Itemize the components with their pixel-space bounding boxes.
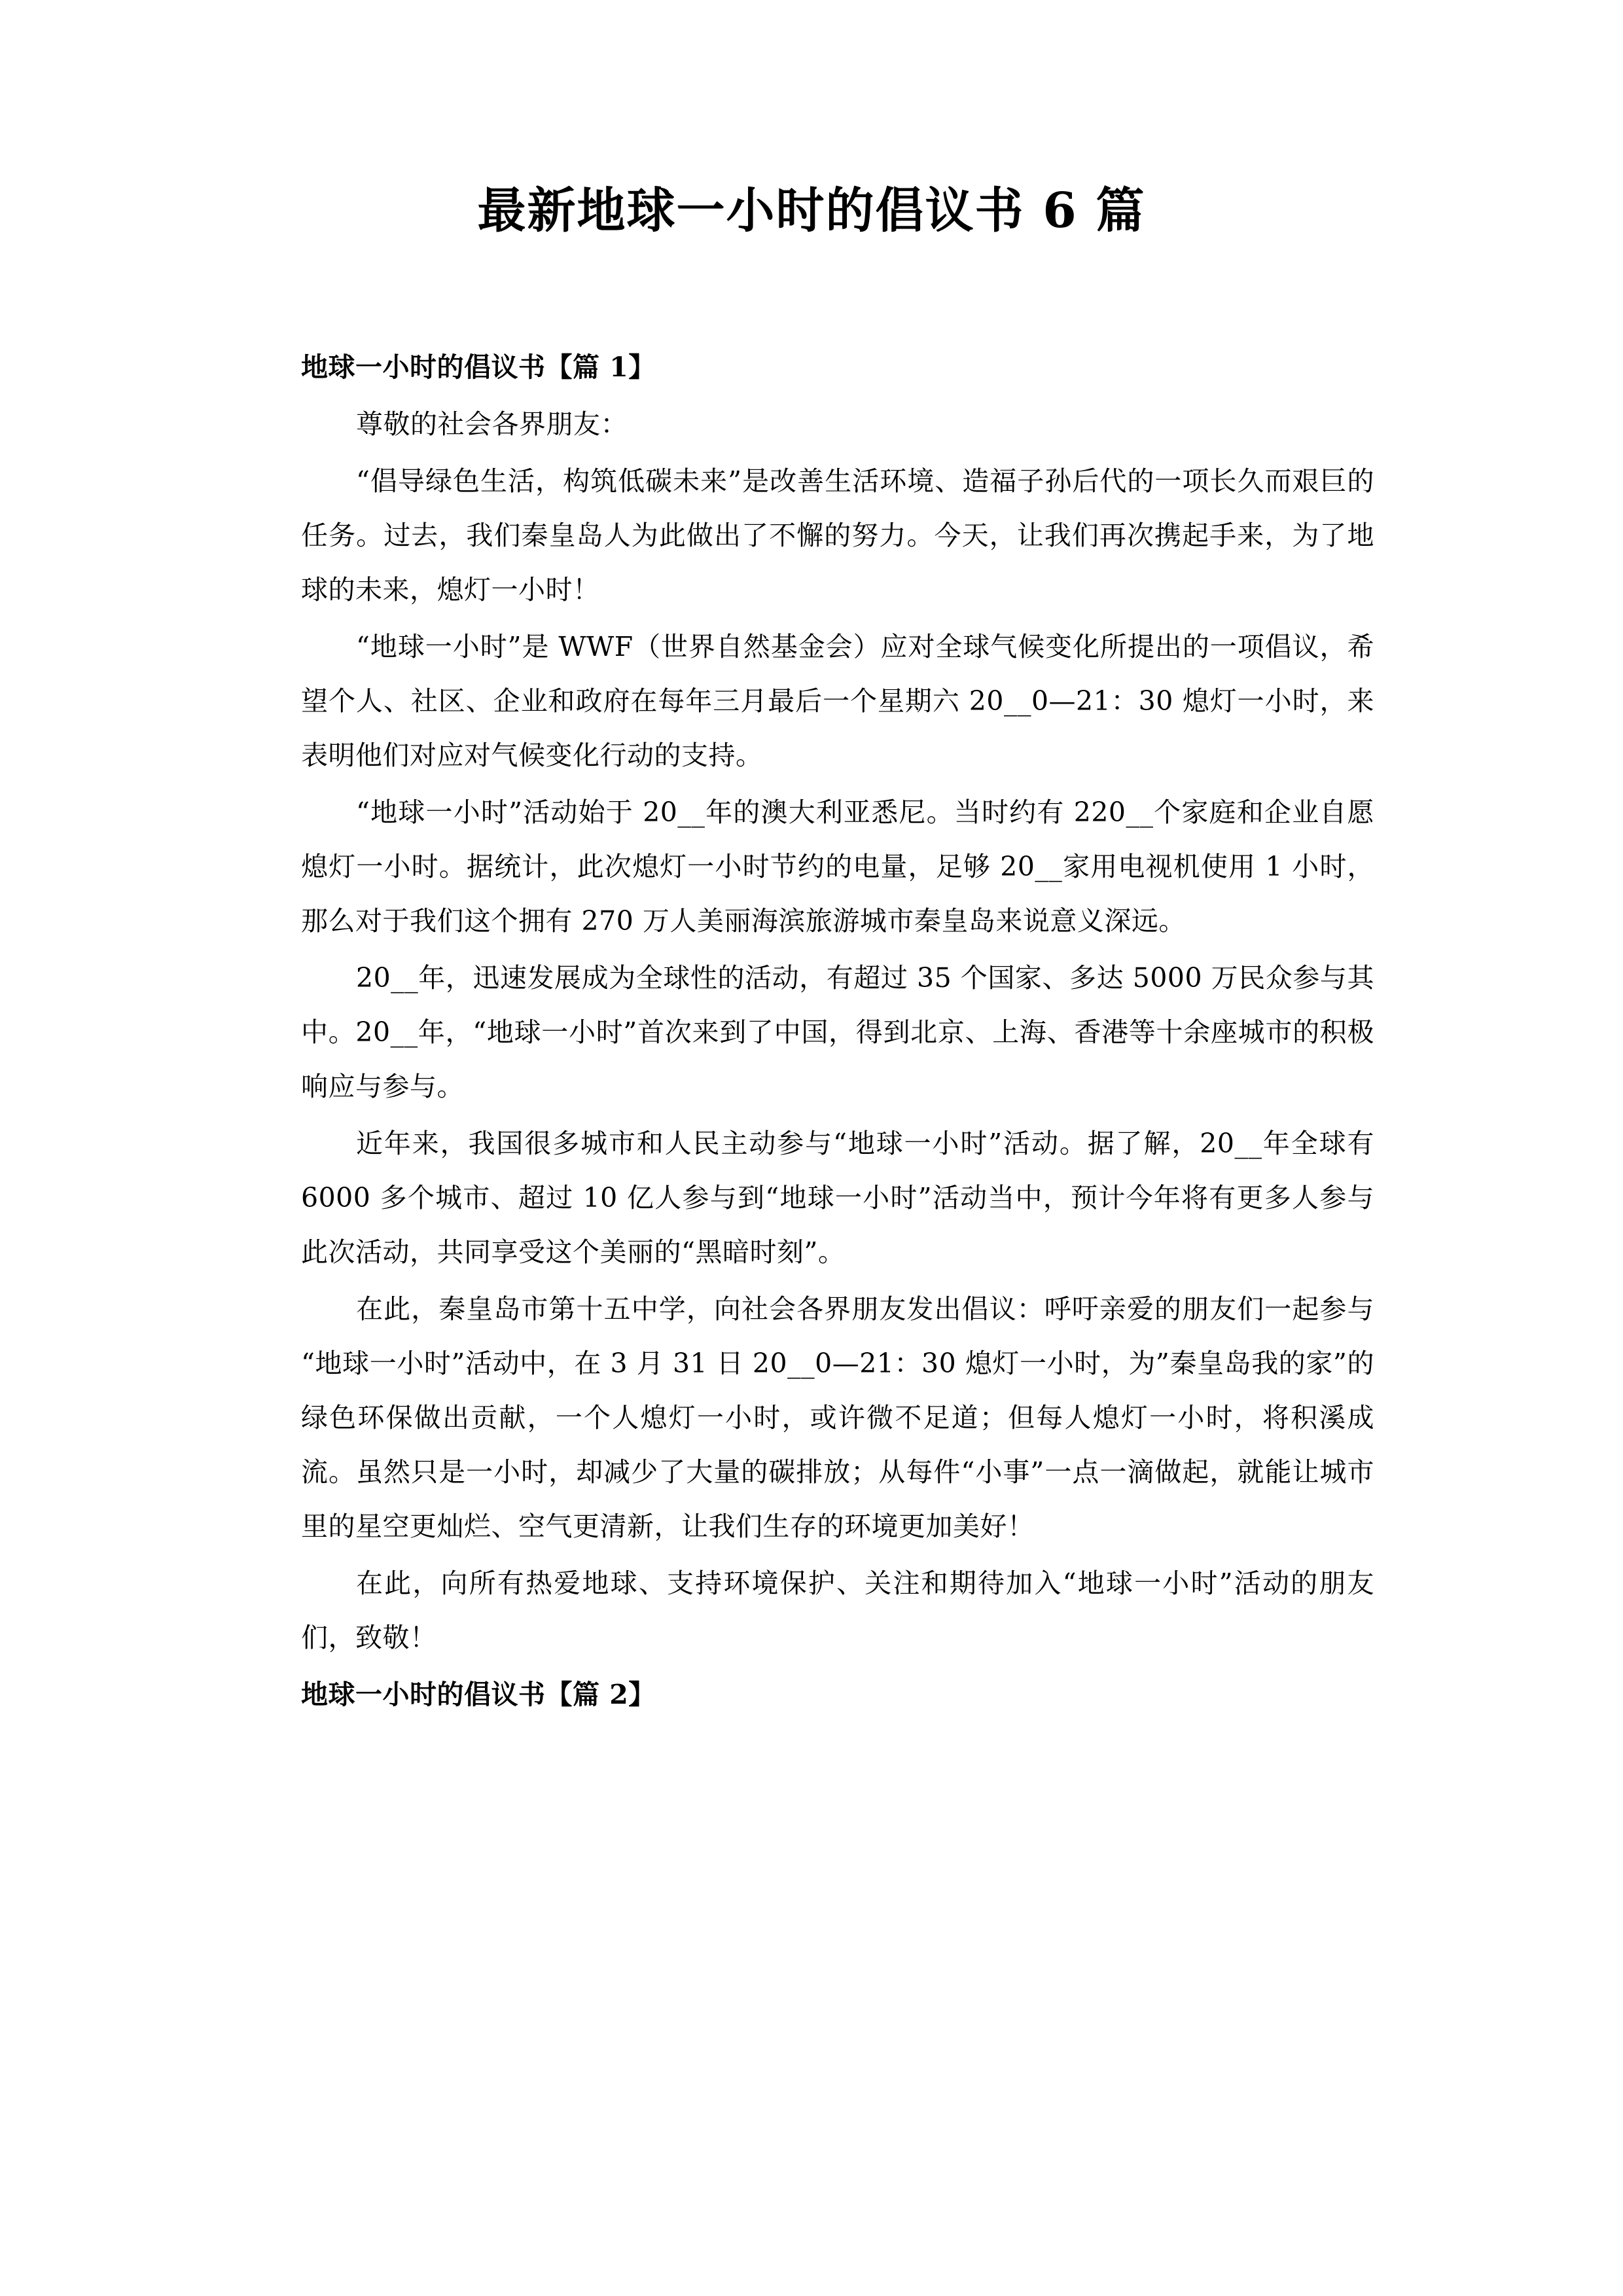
paragraph-2: “地球一小时”是 WWF（世界自然基金会）应对全球气候变化所提出的一项倡议，希望个人、社区、企业和政府在每年三月最后一个星期六 20__0—21：30 熄灯一小时，来表明他们对应对气候变化行动的支持。 bbox=[301, 631, 1374, 771]
paragraph-7: 在此，向所有热爱地球、支持环境保护、关注和期待加入“地球一小时”活动的朋友们，致敬！ bbox=[301, 1568, 1374, 1653]
paragraph-6: 在此，秦皇岛市第十五中学，向社会各界朋友发出倡议：呼吁亲爱的朋友们一起参与“地球一小时”活动中，在 3 月 31 日 20__0—21：30 熄灯一小时，为”秦皇岛我的家”的绿色环保做出贡献，一个人熄灯一小时，或许微不足道；但每人熄灯一小时，将积溪成流。虽然只是一小时，却减少了大量的碳排放；从每件“小事”一点一滴做起，就能让城市里的星空更灿烂、空气更清新，让我们生存的环境更加美好！ bbox=[301, 1293, 1374, 1542]
document-body bbox=[301, 334, 1374, 1725]
paragraph-1: “倡导绿色生活，构筑低碳未来”是改善生活环境、造福子孙后代的一项长久而艰巨的任务。过去，我们秦皇岛人为此做出了不懈的努力。今天，让我们再次携起手来，为了地球的未来，熄灯一小时！ bbox=[301, 465, 1374, 605]
paragraph-3: “地球一小时”活动始于 20__年的澳大利亚悉尼。当时约有 220__个家庭和企业自愿熄灯一小时。据统计，此次熄灯一小时节约的电量，足够 20__家用电视机使用 1 小时，那么对于我们这个拥有 270 万人美丽海滨旅游城市秦皇岛来说意义深远。 bbox=[301, 797, 1374, 937]
paragraph-5: 近年来，我国很多城市和人民主动参与“地球一小时”活动。据了解，20__年全球有 6000 多个城市、超过 10 亿人参与到“地球一小时”活动当中，预计今年将有更多人参与此次活动，共同享受这个美丽的“黑暗时刻”。 bbox=[301, 1128, 1374, 1268]
paragraph-4: 20__年，迅速发展成为全球性的活动，有超过 35 个国家、多达 5000 万民众参与其中。20__年，“地球一小时”首次来到了中国，得到北京、上海、香港等十余座城市的积极响应与参与。 bbox=[301, 962, 1374, 1102]
page-title: 最新地球一小时的倡议书 6 篇 bbox=[477, 183, 1146, 239]
section-heading-1: 地球一小时的倡议书【篇 1】 bbox=[301, 351, 656, 383]
paragraph-salutation: 尊敬的社会各界朋友： bbox=[356, 408, 628, 440]
section-heading-2: 地球一小时的倡议书【篇 2】 bbox=[301, 1679, 656, 1710]
